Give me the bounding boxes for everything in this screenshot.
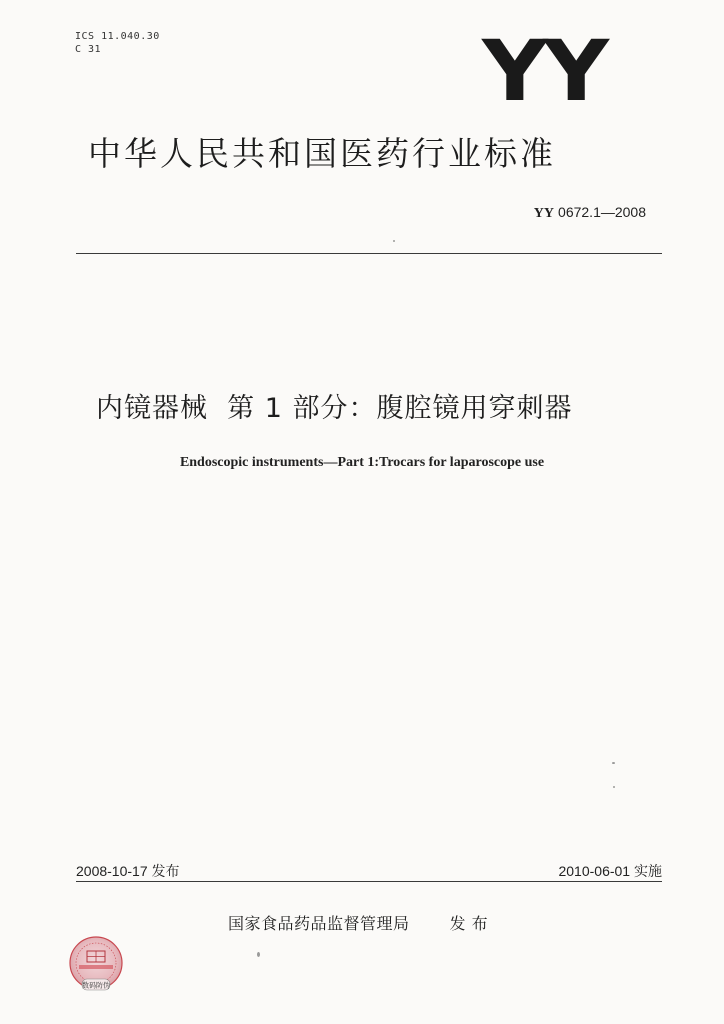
publisher-name: 国家食品药品监督管理局 xyxy=(228,914,410,933)
anti-counterfeit-seal xyxy=(62,935,130,995)
issue-date: 2008-10-17 发布 xyxy=(76,863,180,879)
scan-speck xyxy=(613,786,615,788)
publisher-line xyxy=(228,911,488,934)
classification-codes xyxy=(75,30,160,56)
scan-speck xyxy=(612,762,615,764)
standard-number-prefix: YY xyxy=(533,206,555,221)
implementation-date: 2010-06-01 实施 xyxy=(558,863,662,879)
bottom-divider xyxy=(76,881,662,882)
scan-speck xyxy=(393,240,395,242)
seal-label: 数码防伪 xyxy=(82,981,110,990)
standard-category-title: 中华人民共和国医药行业标准 xyxy=(88,134,556,173)
yy-logo: YY xyxy=(482,22,605,120)
document-title-chinese: 内镜器械 第 1 部分：腹腔镜用穿刺器 xyxy=(96,393,573,424)
top-divider xyxy=(76,253,662,254)
scan-speck xyxy=(257,952,260,957)
document-title-english: Endoscopic instruments—Part 1:Trocars for laparoscope use xyxy=(179,455,545,470)
standard-number-value: 0672.1—2008 xyxy=(558,204,646,220)
publish-label: 发 布 xyxy=(449,914,489,933)
ics-code: ICS 11.040.30 xyxy=(75,31,160,42)
ccs-code: C 31 xyxy=(75,44,102,55)
standard-number xyxy=(534,204,646,222)
